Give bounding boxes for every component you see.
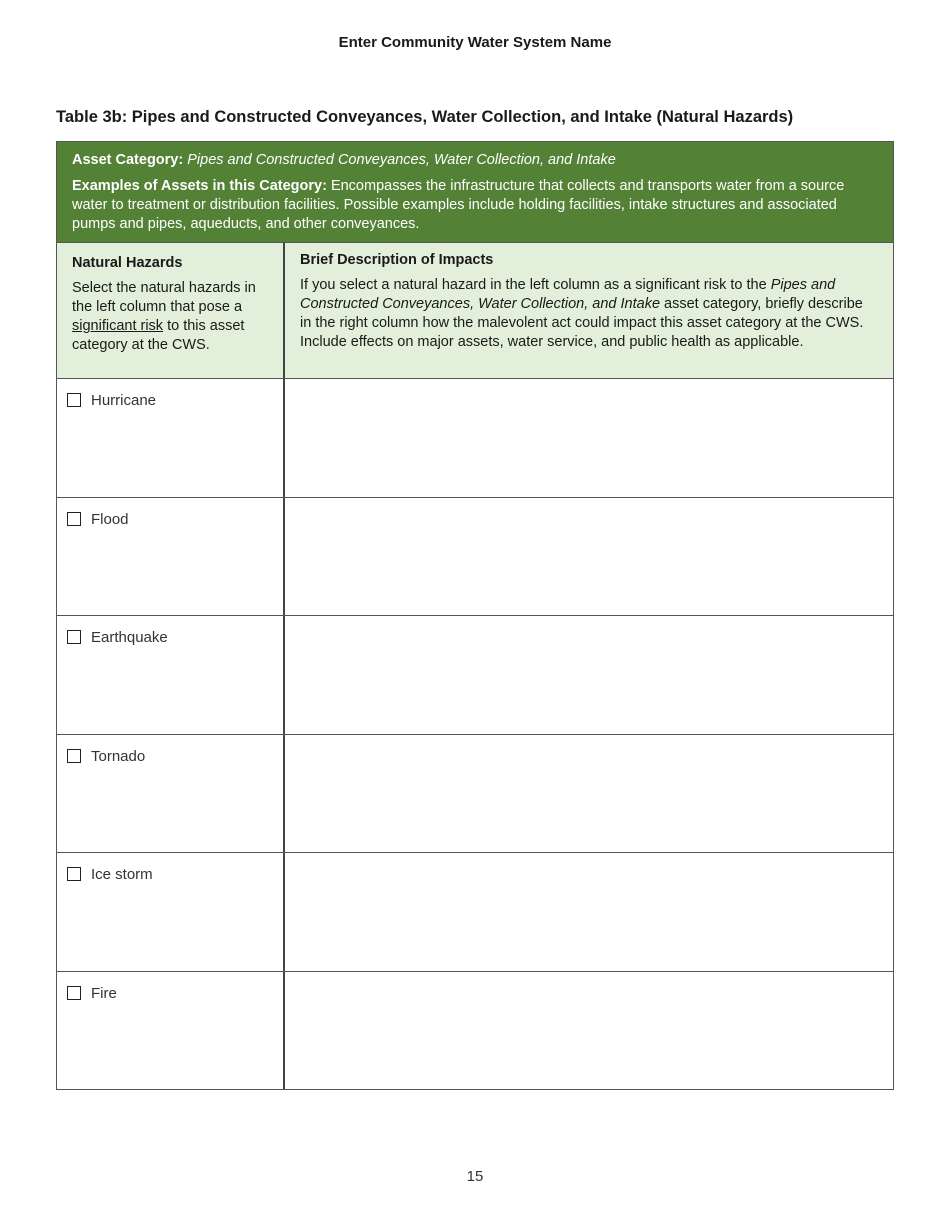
hazard-select-cell (57, 735, 285, 853)
asset-category-label: Asset Category: (72, 152, 184, 168)
hazard-select-cell (57, 379, 285, 497)
hazard-label: Flood (91, 510, 129, 528)
examples-text: Encompasses the infrastructure that collects and transports water from a source water to treatment or distribution facilities. Possible examples include holding facilities, intake structures and associated pumps and pipes, aqueducts, and other conveyances. (72, 178, 845, 232)
impact-description-field[interactable] (285, 379, 893, 497)
hazard-select-cell (57, 616, 285, 734)
hazard-row (57, 497, 893, 616)
hazard-select-cell (57, 853, 285, 971)
impacts-title: Brief Description of Impacts (300, 252, 494, 268)
hazard-checkbox[interactable] (67, 393, 81, 407)
significant-risk-underlined: significant risk (72, 318, 164, 334)
impact-description-field[interactable] (285, 498, 893, 616)
hazard-select-cell (57, 498, 285, 616)
hazard-checkbox[interactable] (67, 867, 81, 881)
page-number: 15 (466, 1168, 484, 1185)
asset-category-line (72, 151, 878, 170)
hazard-label: Ice storm (91, 866, 153, 883)
hazard-label: Hurricane (91, 392, 157, 409)
hazard-checkbox[interactable] (67, 630, 81, 644)
examples-label: Examples of Assets in this Category: (72, 178, 327, 194)
hazard-label: Fire (91, 984, 117, 1002)
table-title: Table 3b: Pipes and Constructed Conveyances, Water Collection, and Intake (Natural Hazards) (56, 108, 794, 126)
hazard-row (57, 971, 893, 1090)
impacts-text-1: If you select a natural hazard in the left column as a significant risk to the (300, 277, 771, 293)
impact-description-field[interactable] (285, 853, 893, 971)
hazard-checkbox[interactable] (67, 512, 81, 526)
hazard-row (57, 734, 893, 853)
impacts-text-2: asset category, briefly describe in the right column how the malevolent act could impact this asset category at the CWS. Include effects on major assets, water service, and public health as applicable. (300, 296, 864, 350)
impact-description-field[interactable] (285, 735, 893, 853)
impact-description-field[interactable] (285, 616, 893, 734)
hazards-table (56, 141, 894, 1090)
examples-line (72, 177, 878, 234)
asset-category-banner (57, 142, 893, 242)
hazard-row (57, 615, 893, 734)
natural-hazards-title: Natural Hazards (72, 255, 183, 271)
system-name-heading: Enter Community Water System Name (338, 34, 612, 51)
hazard-checkbox[interactable] (67, 986, 81, 1000)
impacts-header (285, 243, 893, 378)
natural-hazards-instructions (72, 280, 256, 353)
asset-category-value: Pipes and Constructed Conveyances, Water Collection, and Intake (187, 152, 616, 168)
impacts-instructions (300, 277, 863, 350)
instructions-text-2: to this asset category at the CWS. (72, 318, 245, 353)
natural-hazards-header (57, 243, 285, 378)
instructions-text-1: Select the natural hazards in the left column that pose a (72, 280, 256, 315)
hazard-select-cell (57, 972, 285, 1090)
hazard-rows (57, 378, 893, 1089)
impacts-asset-italic: Pipes and Constructed Conveyances, Water Collection, and Intake (300, 277, 836, 312)
hazard-row (57, 378, 893, 497)
hazard-label: Earthquake (91, 629, 168, 646)
impact-description-field[interactable] (285, 972, 893, 1090)
hazard-row (57, 852, 893, 971)
hazard-label: Tornado (91, 747, 146, 765)
hazard-checkbox[interactable] (67, 749, 81, 763)
column-header-row (57, 242, 893, 378)
